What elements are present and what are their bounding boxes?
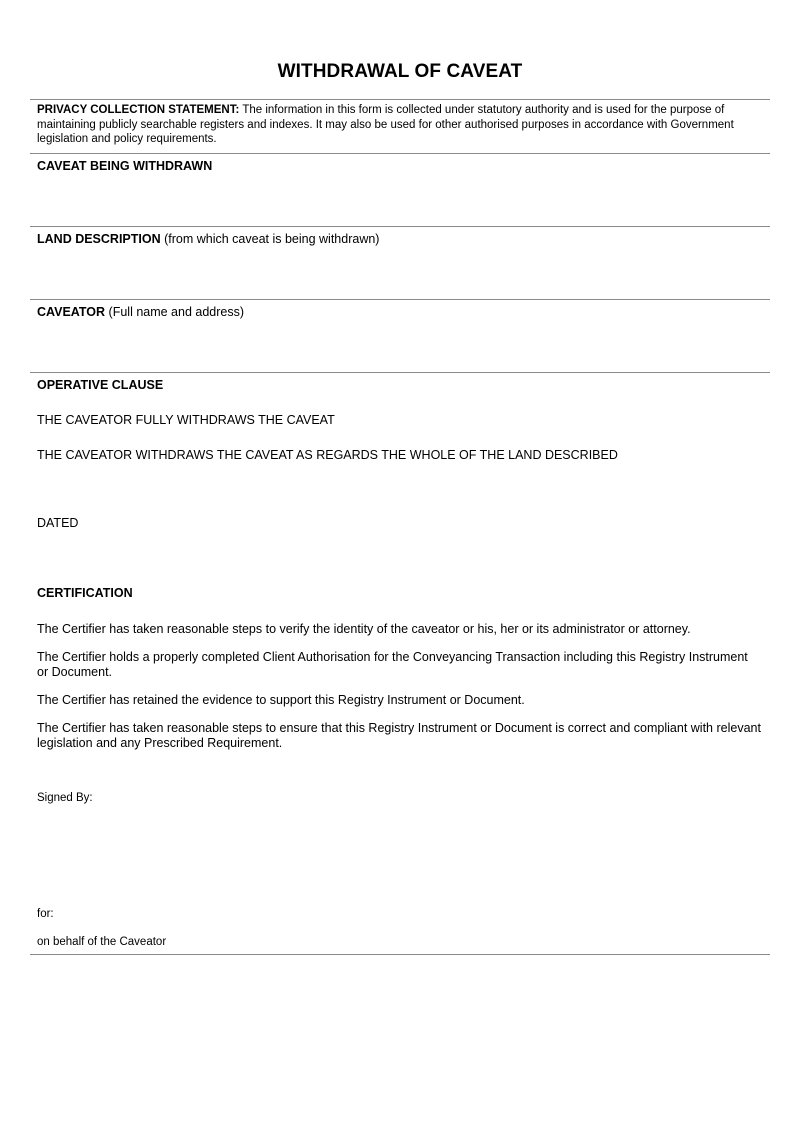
certification-item: The Certifier has retained the evidence to support this Registry Instrument or Document.: [37, 693, 525, 707]
divider: [30, 299, 770, 300]
for-label: for:: [37, 908, 54, 920]
divider: [30, 153, 770, 154]
divider: [30, 954, 770, 955]
operative-clause-line-2: THE CAVEATOR WITHDRAWS THE CAVEAT AS REGARDS THE WHOLE OF THE LAND DESCRIBED: [37, 448, 618, 462]
caveat-being-withdrawn-heading: CAVEAT BEING WITHDRAWN: [37, 159, 213, 173]
land-description-section: [37, 232, 762, 247]
privacy-text: The information in this form is collected under statutory authority and is used for the purpose of maintaining publicly searchable registers and indexes. It may also be used for other authorised purposes in accordance with Government legislation and policy requirements.: [37, 104, 734, 145]
dated-label: DATED: [37, 516, 79, 530]
certification-item: The Certifier has taken reasonable steps to verify the identity of the caveator or his, her or its administrator or attorney.: [37, 622, 691, 636]
signed-by-label: Signed By:: [37, 792, 93, 804]
caveator-note: (Full name and address): [105, 305, 245, 319]
on-behalf-label: on behalf of the Caveator: [37, 936, 167, 948]
operative-clause-line-1: THE CAVEATOR FULLY WITHDRAWS THE CAVEAT: [37, 413, 335, 427]
land-description-note: (from which caveat is being withdrawn): [160, 232, 380, 246]
caveator-heading: CAVEATOR: [37, 305, 106, 319]
certification-item: The Certifier holds a properly completed Client Authorisation for the Conveyancing Transaction including this Registry Instrument or Document.: [37, 650, 748, 679]
land-description-heading: LAND DESCRIPTION: [37, 232, 161, 246]
certification-heading: CERTIFICATION: [37, 586, 133, 600]
caveator-section: [37, 305, 762, 320]
divider: [30, 99, 770, 100]
caveat-being-withdrawn-section: [37, 159, 762, 174]
divider: [30, 372, 770, 373]
certification-item: The Certifier has taken reasonable steps to ensure that this Registry Instrument or Document is correct and compliant with relevant legislation and any Prescribed Requirement.: [37, 721, 761, 750]
operative-clause-heading: OPERATIVE CLAUSE: [37, 378, 164, 392]
privacy-heading: PRIVACY COLLECTION STATEMENT:: [37, 104, 240, 116]
page-title: WITHDRAWAL OF CAVEAT: [277, 61, 523, 82]
divider: [30, 226, 770, 227]
privacy-statement: [37, 103, 762, 147]
